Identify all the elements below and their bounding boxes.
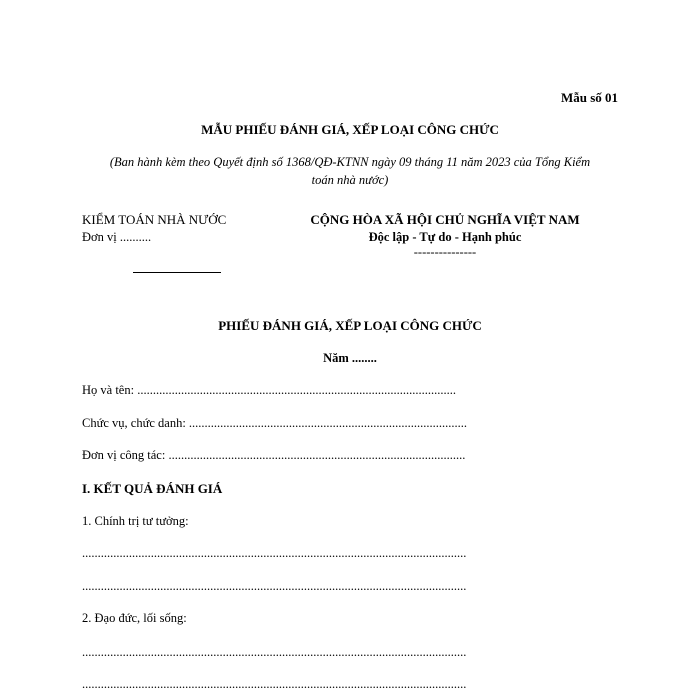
section-1-heading: I. KẾT QUẢ ĐÁNH GIÁ — [82, 481, 223, 496]
item-2-label: 2. Đạo đức, lối sống: — [82, 611, 187, 625]
year-line: Năm ........ — [323, 351, 377, 365]
dotline-2: ........................................................................................................................... — [82, 579, 467, 593]
field-name: Họ và tên: ...................................................................................................... — [82, 383, 456, 397]
national-motto: Độc lập - Tự do - Hạnh phúc — [368, 230, 522, 244]
issued-note-line-1: (Ban hành kèm theo Quyết định số 1368/QĐ-KTNN ngày 09 tháng 11 năm 2023 của Tổng Kiểm — [109, 155, 591, 169]
sheet-title: PHIẾU ĐÁNH GIÁ, XẾP LOẠI CÔNG CHỨC — [218, 318, 482, 333]
dotline-4: ........................................................................................................................... — [82, 677, 467, 691]
field-position: Chức vụ, chức danh: ......................................................................................... — [82, 416, 468, 430]
issued-note-line-2: toán nhà nước) — [311, 173, 389, 187]
national-name: CỘNG HÒA XÃ HỘI CHỦ NGHĨA VIỆT NAM — [310, 212, 580, 227]
dotline-1: ........................................................................................................................... — [82, 546, 467, 560]
item-1-label: 1. Chính trị tư tưởng: — [82, 514, 189, 528]
form-title: MẪU PHIẾU ĐÁNH GIÁ, XẾP LOẠI CÔNG CHỨC — [201, 122, 499, 137]
agency-unit: Đơn vị .......... — [82, 230, 152, 244]
agency-name: KIỂM TOÁN NHÀ NƯỚC — [82, 212, 227, 227]
national-underline: --------------- — [413, 245, 477, 259]
dotline-3: ........................................................................................................................... — [82, 645, 467, 659]
field-workplace: Đơn vị công tác: ............................................................................................... — [82, 448, 466, 462]
form-number: Mẫu số 01 — [560, 90, 618, 105]
agency-underline — [133, 272, 221, 273]
